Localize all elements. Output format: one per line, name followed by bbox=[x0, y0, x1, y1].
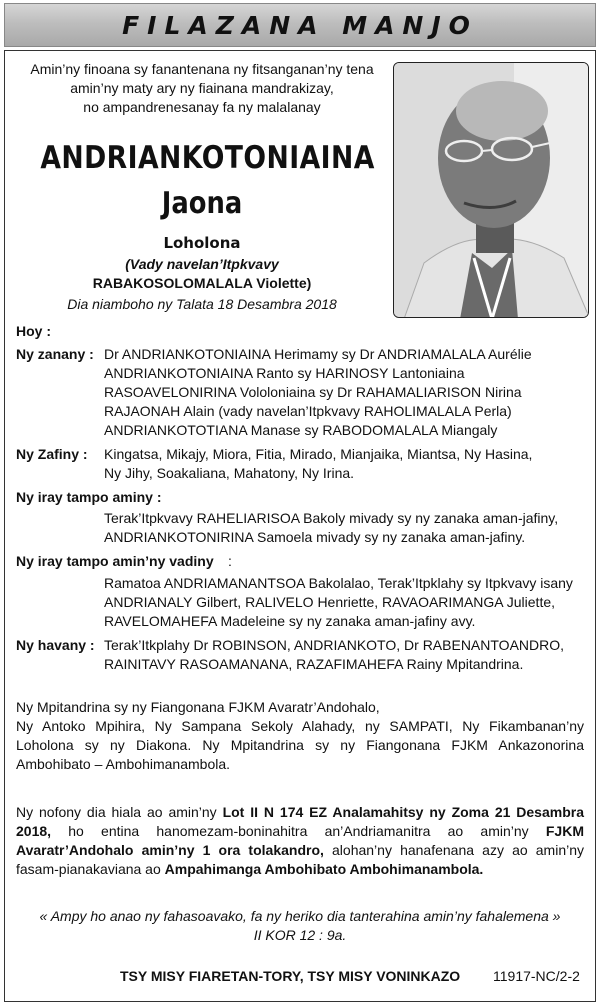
spouse-siblings-line: Ramatoa ANDRIAMANANTSOA Bakolalao, Terak’Itpklahy sy Itpkvavy isany bbox=[104, 575, 573, 591]
community-paragraph: Ny Antoko Mpihira, Ny Sampana Sekoly Alahady, ny SAMPATI, Ny Fikambanan’ny Loholona sy ny Diakona. Ny Mpitandrina sy ny Fiangonana FJKM Ankazonorina Ambohibato – Ambohimanambola. bbox=[16, 718, 584, 772]
header-title: FILAZANA MANJO bbox=[122, 10, 478, 40]
children-line: ANDRIANKOTONIAINA Ranto sy HARINOSY Lantoniaina bbox=[104, 365, 465, 381]
siblings-line: Terak’Itpkvavy RAHELIARISOA Bakoly mivady sy ny zanaka aman-jafiny, bbox=[104, 510, 559, 526]
relatives-line: Terak’Itkplahy Dr ROBINSON, ANDRIANKOTO, Dr RABENANTOANDRO, bbox=[104, 637, 565, 653]
deceased-title: Loholona bbox=[163, 234, 241, 252]
children-line: ANDRIANKOTOTIANA Manase sy RABODOMALALA Miangaly bbox=[104, 422, 498, 438]
intro-text: Amin’ny finoana sy fanantenana ny fitsanganan’ny tena amin’ny maty ary ny fiainana mandrakizay, no ampandrenesanay fa ny malalanay bbox=[30, 61, 374, 115]
notice-header bbox=[4, 3, 596, 47]
children-line: RASOAVELONIRINA Vololoniaina sy Dr RAHAMALIARISON Nirina bbox=[104, 384, 522, 400]
widow-line-2: RABAKOSOLOMALALA Violette) bbox=[92, 275, 312, 291]
bible-reference: II KOR 12 : 9a. bbox=[253, 927, 347, 943]
community-line-1: Ny Mpitandrina sy ny Fiangonana FJKM Avaratr’Andohalo, bbox=[16, 699, 380, 715]
notice-code: 11917-NC/2-2 bbox=[493, 968, 580, 984]
deceased-surname: ANDRIANKOTONIAINA bbox=[40, 140, 375, 176]
grandchildren-line: Kingatsa, Mikajy, Miora, Fitia, Mirado, Mianjaika, Miantsa, Ny Hasina, bbox=[104, 446, 533, 462]
spouse-siblings-line: RAVELOMAHEFA Madeleine sy ny zanaka aman-jafiny avy. bbox=[104, 613, 476, 629]
grandchildren-line: Ny Jihy, Soakaliana, Mahatony, Ny Irina. bbox=[104, 465, 355, 481]
death-date-line: Dia niamboho ny Talata 18 Desambra 2018 bbox=[67, 296, 337, 312]
hoy-label: Hoy : bbox=[16, 323, 51, 339]
spouse-siblings-label: Ny iray tampo amin’ny vadiny bbox=[16, 553, 214, 569]
siblings-line: ANDRIANKOTONIRINA Samoela mivady sy ny zanaka aman-jafiny. bbox=[104, 529, 526, 545]
children-label: Ny zanany : bbox=[16, 346, 94, 362]
widow-line-1: (Vady navelan’Itpkvavy bbox=[125, 256, 279, 272]
bible-verse: « Ampy ho anao ny fahasoavako, fa ny heriko dia tanterahina amin’ny fahalemena » bbox=[39, 908, 561, 924]
deceased-given-name: Jaona bbox=[161, 186, 243, 221]
children-line: Dr ANDRIANKOTONIAINA Herimamy sy Dr ANDRIAMALALA Aurélie bbox=[104, 346, 532, 362]
relatives-label: Ny havany : bbox=[16, 637, 95, 653]
grandchildren-label: Ny Zafiny : bbox=[16, 446, 88, 462]
deceased-portrait bbox=[393, 62, 589, 318]
spouse-siblings-colon: : bbox=[228, 553, 232, 569]
funeral-paragraph: Ny nofony dia hiala ao amin’ny Lot II N 174 EZ Analamahitsy ny Zoma 21 Desambra 2018, ho entina hanomezam-boninahitra an’Andriamanitra ao amin’ny FJKM Avaratr’Andohalo amin’ny 1 ora tolakandro, alohan’ny hanafenana azy ao amin’ny fasam-pianakaviana ao Ampahimanga Ambohibato Ambohimanambola. bbox=[16, 804, 585, 877]
portrait-image bbox=[394, 63, 589, 318]
footer-notice: TSY MISY FIARETAN-TORY, TSY MISY VONINKAZO bbox=[120, 968, 461, 984]
relatives-line: RAINITAVY RASOAMANANA, RAZAFIMAHEFA Rainy Mpitandrina. bbox=[104, 656, 524, 672]
spouse-siblings-line: ANDRIANALY Gilbert, RALIVELO Henriette, RAVAOARIMANGA Juliette, bbox=[104, 594, 556, 610]
children-line: RAJAONAH Alain (vady navelan’Itpkvavy RAHOLIMALALA Perla) bbox=[104, 403, 512, 419]
siblings-label: Ny iray tampo aminy : bbox=[16, 489, 162, 505]
